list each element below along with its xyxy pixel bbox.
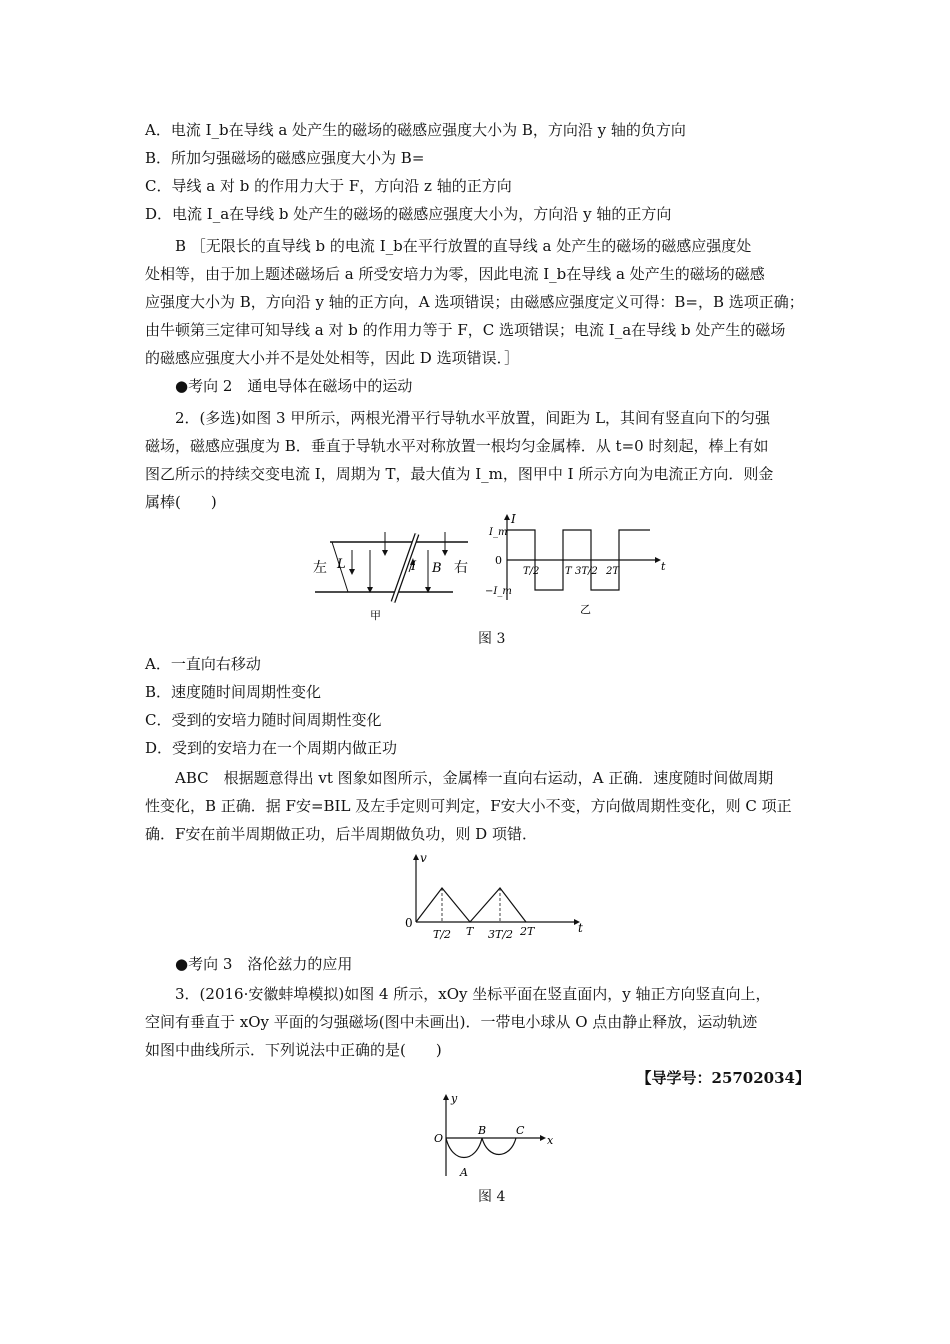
vt-axis-t: t <box>578 921 583 935</box>
section-2-heading: ●考向 2 通电导体在磁场中的运动 <box>175 377 413 395</box>
q1-option-c: C．导线 a 对 b 的作用力大于 F，方向沿 z 轴的正方向 <box>145 177 512 195</box>
figure-4-caption: 图 4 <box>478 1189 506 1205</box>
q3-stem-line-3: 如图中曲线所示．下列说法中正确的是( ) <box>145 1041 442 1059</box>
figure-3-caption: 图 3 <box>478 631 506 647</box>
label-I: I <box>411 559 417 574</box>
q2-option-d: D．受到的安培力在一个周期内做正功 <box>145 739 398 757</box>
q2-stem-line-1: 2．(多选)如图 3 甲所示，两根光滑平行导轨水平放置，间距为 L，其间有竖直向下的匀强 <box>175 409 771 427</box>
q1-answer-line-3: 应强度大小为 B，方向沿 y 轴的正方向，A 选项错误；由磁感应强度定义可得：B=，B 选项正确； <box>145 293 804 311</box>
label-zero: 0 <box>495 554 502 567</box>
axis-I: I <box>511 512 516 526</box>
q2-option-c: C．受到的安培力随时间周期性变化 <box>145 711 382 729</box>
label-L: L <box>337 557 346 572</box>
q3-stem-line-2: 空间有垂直于 xOy 平面的匀强磁场(图中未画出)．一带电小球从 O 点由静止释放，运动轨迹 <box>145 1013 758 1031</box>
section-3-heading: ●考向 3 洛伦兹力的应用 <box>175 955 353 973</box>
vt-zero: 0 <box>405 916 413 930</box>
label-Im: I_m <box>489 527 508 538</box>
q1-option-d: D．电流 I_a在导线 b 处产生的磁场的磁感应强度大小为，方向沿 y 轴的正方向 <box>145 205 672 223</box>
label-right: 右 <box>454 560 468 576</box>
label-B: B <box>432 561 442 576</box>
q2-option-a: A．一直向右移动 <box>145 655 261 673</box>
q1-answer-line-5: 的磁感应强度大小并不是处处相等，因此 D 选项错误．］ <box>145 349 520 367</box>
tick-T: T <box>565 566 572 577</box>
fig4-label-A: A <box>460 1166 468 1179</box>
label-jia: 甲 <box>370 609 381 622</box>
tick-3T2: 3T/2 <box>575 566 598 577</box>
fig4-label-B: B <box>478 1124 487 1137</box>
q2-answer-line-1: ABC 根据题意得出 vt 图象如图所示，金属棒一直向右运动，A 正确．速度随时间做周期 <box>175 769 774 787</box>
vt-tick-3T2: 3T/2 <box>488 928 514 941</box>
vt-tick-T2: T/2 <box>433 928 452 941</box>
vt-axis-v: v <box>420 851 427 865</box>
q2-stem-line-2: 磁场，磁感应强度为 B．垂直于导轨水平对称放置一根均匀金属棒．从 t=0 时刻起，棒上有如 <box>145 437 769 455</box>
q2-option-b: B．速度随时间周期性变化 <box>145 683 322 701</box>
axis-t: t <box>661 560 666 573</box>
tick-T2: T/2 <box>523 566 540 577</box>
q2-stem-line-3: 图乙所示的持续交变电流 I，周期为 T，最大值为 I_m，图甲中 I 所示方向为电流正方向．则金 <box>145 465 774 483</box>
q1-answer-line-1: B ［无限长的直导线 b 的电流 I_b在平行放置的直导线 a 处产生的磁场的磁感应强度处 <box>175 237 752 255</box>
q2-answer-line-2: 性变化，B 正确．据 F安=BIL 及左手定则可判定，F安大小不变，方向做周期性变化，则 C 项正 <box>145 797 792 815</box>
guide-number: 【导学号：25702034】 <box>636 1069 810 1087</box>
tick-2T: 2T <box>606 566 620 577</box>
fig4-axis-x: x <box>547 1134 554 1147</box>
fig4-axis-y: y <box>451 1092 458 1105</box>
figure-3-jia <box>310 520 480 625</box>
label-yi: 乙 <box>580 603 591 616</box>
label-neg-Im: −I_m <box>485 586 512 597</box>
q1-option-a: A．电流 I_b在导线 a 处产生的磁场的磁感应强度大小为 B，方向沿 y 轴的负方向 <box>145 121 686 139</box>
vt-tick-T: T <box>466 925 474 938</box>
q1-answer-line-2: 处相等，由于加上题述磁场后 a 所受安培力为零，因此电流 I_b在导线 a 处产生的磁场的磁感 <box>145 265 765 283</box>
label-left: 左 <box>313 560 327 576</box>
q2-answer-line-3: 确．F安在前半周期做正功，后半周期做负功，则 D 项错． <box>145 825 537 843</box>
vt-tick-2T: 2T <box>520 925 535 938</box>
figure-vt <box>400 852 590 942</box>
figure-4 <box>430 1092 560 1180</box>
fig4-label-O: O <box>434 1132 444 1145</box>
figure-3-yi <box>485 510 670 620</box>
q2-stem-line-4: 属棒( ) <box>145 493 217 511</box>
q1-option-b: B．所加匀强磁场的磁感应强度大小为 B= <box>145 149 425 167</box>
q1-answer-line-4: 由牛顿第三定律可知导线 a 对 b 的作用力等于 F，C 选项错误；电流 I_a在导线 b 处产生的磁场 <box>145 321 786 339</box>
fig4-label-C: C <box>516 1124 525 1137</box>
q3-stem-line-1: 3．(2016·安徽蚌埠模拟)如图 4 所示，xOy 坐标平面在竖直面内，y 轴正方向竖直向上， <box>175 985 771 1003</box>
